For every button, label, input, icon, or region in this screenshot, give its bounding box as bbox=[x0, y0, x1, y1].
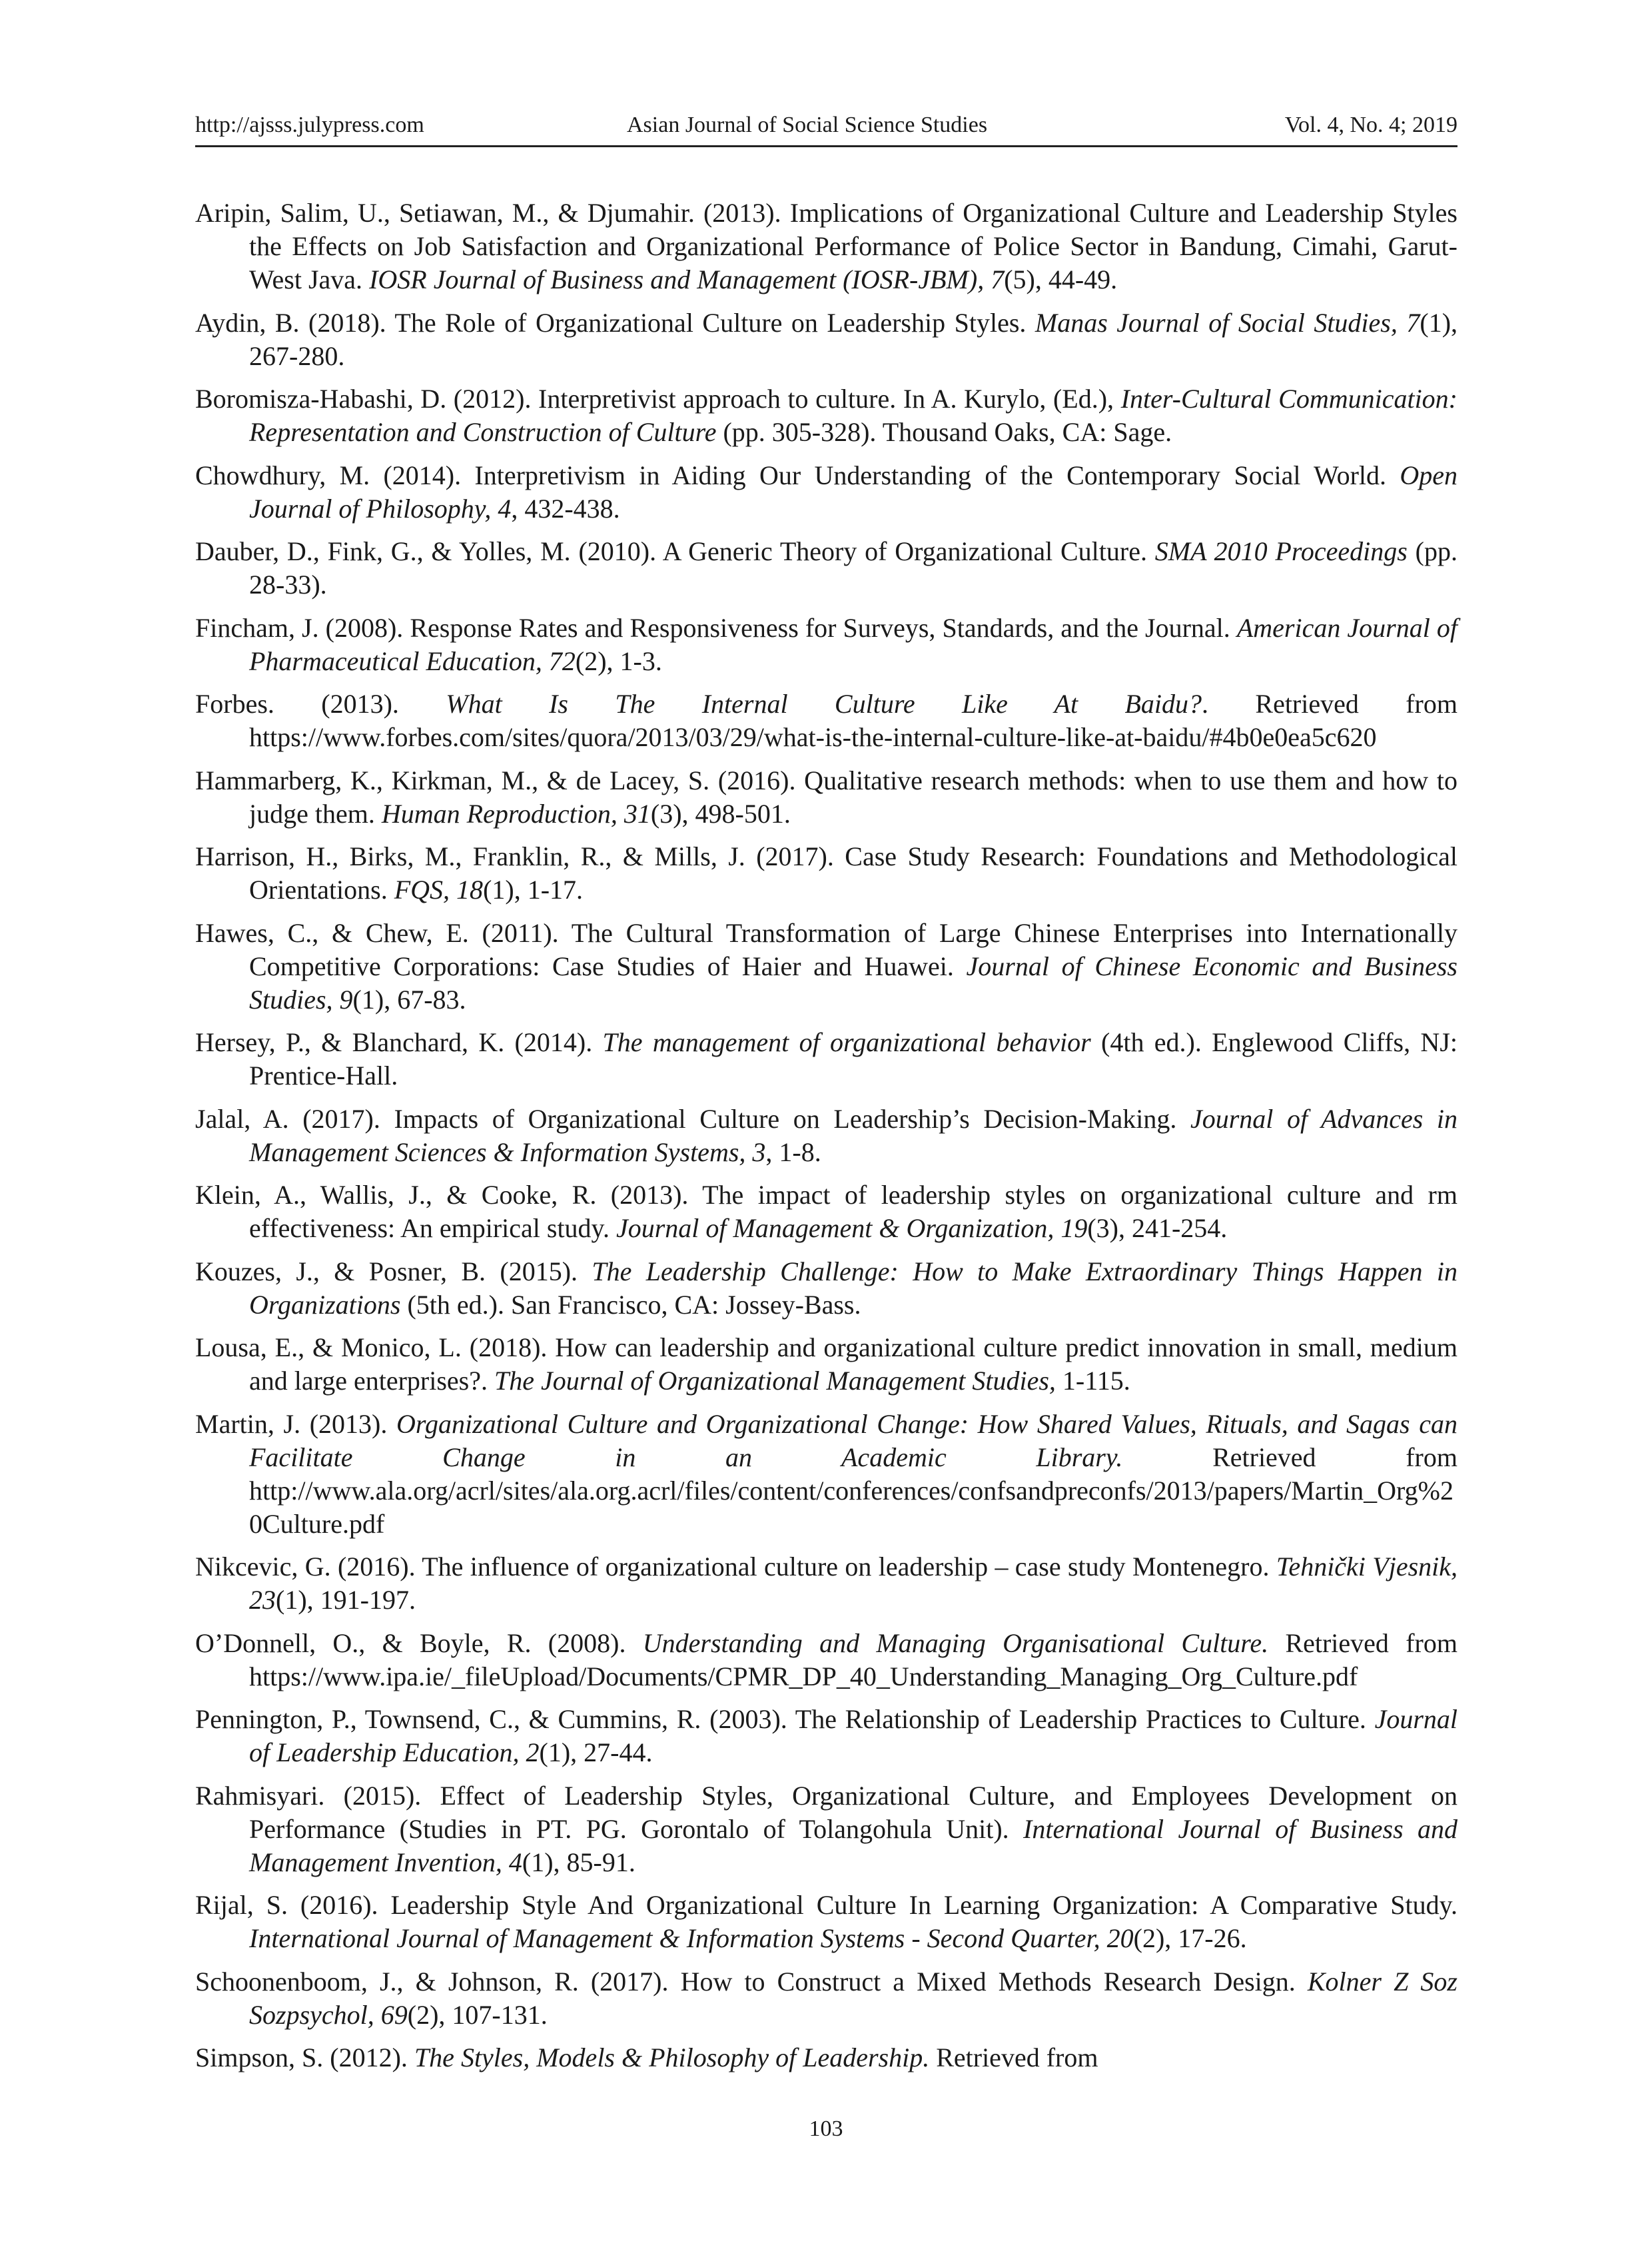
reference-source-italic: Journal of Advances in Management Sciences & Information Systems, 3 bbox=[249, 1103, 1458, 1167]
reference-source-italic: International Journal of Business and Management Invention, 4 bbox=[249, 1813, 1458, 1877]
reference-text: (1), 85-91. bbox=[522, 1847, 635, 1877]
reference-entry bbox=[195, 687, 1457, 754]
reference-entry bbox=[195, 1026, 1457, 1093]
reference-text: Retrieved from http://www.ala.org/acrl/sites/ala.org.acrl/files/content/conferences/confsandpreconfs/2013/papers/Martin_Org%20Culture.pdf bbox=[249, 1442, 1457, 1539]
reference-text: Chowdhury, M. (2014). Interpretivism in Aiding Our Understanding of the Contemporary Social World. bbox=[195, 460, 1400, 490]
reference-entry bbox=[195, 1331, 1457, 1398]
reference-text: Pennington, P., Townsend, C., & Cummins, R. (2003). The Relationship of Leadership Practices to Culture. bbox=[195, 1704, 1375, 1734]
reference-entry bbox=[195, 1408, 1457, 1541]
reference-entry bbox=[195, 1178, 1457, 1245]
reference-entry bbox=[195, 612, 1457, 678]
reference-text: O’Donnell, O., & Boyle, R. (2008). bbox=[195, 1627, 643, 1658]
reference-source-italic: Kolner Z Soz Sozpsychol, 69 bbox=[249, 1966, 1457, 2030]
reference-text: Hawes, C., & Chew, E. (2011). The Cultural Transformation of Large Chinese Enterprises into Internationally Competitive Corporations: Case Studies of Haier and Huawei. bbox=[195, 917, 1457, 981]
reference-source-italic: Journal of Chinese Economic and Business Studies, 9 bbox=[249, 951, 1458, 1015]
reference-entry bbox=[195, 197, 1457, 296]
header-url: http://ajsss.julypress.com bbox=[195, 113, 424, 137]
reference-source-italic: The Journal of Organizational Management Studies, bbox=[494, 1366, 1056, 1396]
reference-source-italic: SMA 2010 Proceedings bbox=[1154, 536, 1408, 566]
reference-entry bbox=[195, 1779, 1457, 1879]
reference-source-italic: The management of organizational behavior bbox=[602, 1027, 1091, 1057]
reference-text: , 432-438. bbox=[511, 493, 620, 524]
reference-source-italic: International Journal of Management & Information Systems - Second Quarter, 20 bbox=[249, 1923, 1134, 1953]
reference-text: Forbes. (2013). bbox=[195, 689, 446, 719]
page-number: 103 bbox=[809, 2116, 843, 2141]
reference-text: (1), 67-83. bbox=[352, 984, 466, 1015]
reference-entry bbox=[195, 459, 1457, 526]
reference-source-italic: Journal of Management & Organization, 19 bbox=[616, 1213, 1088, 1243]
reference-text: (1), 27-44. bbox=[539, 1737, 653, 1767]
reference-text: Harrison, H., Birks, M., Franklin, R., & Mills, J. (2017). Case Study Research: Foundations and Methodological Orientations. bbox=[195, 841, 1457, 905]
reference-source-italic: Manas Journal of Social Studies, 7 bbox=[1034, 307, 1420, 338]
reference-source-italic: Journal of Leadership Education, 2 bbox=[249, 1704, 1457, 1767]
reference-text: (pp. 28-33). bbox=[249, 536, 1457, 600]
reference-entry bbox=[195, 1965, 1457, 2032]
reference-text: Jalal, A. (2017). Impacts of Organizational Culture on Leadership’s Decision-Making. bbox=[195, 1103, 1190, 1134]
reference-entry bbox=[195, 840, 1457, 907]
reference-text: Klein, A., Wallis, J., & Cooke, R. (2013). The impact of leadership styles on organizational culture and rm effectiveness: An empirical study. bbox=[195, 1180, 1457, 1243]
reference-text: . Retrieved from https://www.forbes.com/sites/quora/2013/03/29/what-is-the-internal-culture-like-at-baidu/#4b0e0ea5c620 bbox=[249, 689, 1457, 752]
reference-source-italic: What Is The Internal Culture Like At Baidu? bbox=[446, 689, 1202, 719]
reference-text: Aripin, Salim, U., Setiawan, M., & Djumahir. (2013). Implications of Organizational Culture and Leadership Styles the Effects on Job Satisfaction and Organizational Performance of Police Sector in Bandung, Cimahi, Garut- West Java. bbox=[195, 198, 1457, 294]
reference-entry bbox=[195, 764, 1457, 831]
reference-source-italic: Organizational Culture and Organizational Change: How Shared Values, Rituals, and Sagas can Facilitate Change in an Academic Library. bbox=[249, 1408, 1458, 1472]
reference-entry bbox=[195, 2041, 1457, 2074]
reference-text: Kouzes, J., & Posner, B. (2015). bbox=[195, 1256, 592, 1286]
reference-text: (1), 267-280. bbox=[249, 307, 1458, 371]
reference-text: Boromisza-Habashi, D. (2012). Interpretivist approach to culture. In A. Kurylo, (Ed.), bbox=[195, 384, 1121, 414]
reference-source-italic: The Leadership Challenge: How to Make Extraordinary Things Happen in Organizations bbox=[249, 1256, 1457, 1320]
reference-entry bbox=[195, 1889, 1457, 1955]
reference-text: Retrieved from bbox=[929, 2042, 1098, 2072]
reference-entry bbox=[195, 1255, 1457, 1322]
reference-source-italic: Understanding and Managing Organisational Culture. bbox=[642, 1627, 1269, 1658]
reference-text: (2), 17-26. bbox=[1133, 1923, 1247, 1953]
reference-text: (1), 1-17. bbox=[483, 875, 584, 905]
reference-entry bbox=[195, 535, 1457, 602]
reference-text: Schoonenboom, J., & Johnson, R. (2017). How to Construct a Mixed Methods Research Design. bbox=[195, 1966, 1308, 1997]
reference-source-italic: The Styles, Models & Philosophy of Leadership. bbox=[414, 2042, 930, 2072]
reference-text: Martin, J. (2013). bbox=[195, 1408, 396, 1439]
reference-text: (3), 241-254. bbox=[1087, 1213, 1228, 1243]
reference-source-italic: Tehnički Vjesnik, 23 bbox=[249, 1552, 1458, 1615]
reference-entry bbox=[195, 1703, 1457, 1769]
reference-source-italic: FQS, 18 bbox=[394, 875, 484, 905]
reference-text: 1-115. bbox=[1055, 1366, 1130, 1396]
reference-text: (3), 498-501. bbox=[650, 798, 791, 829]
reference-entry bbox=[195, 306, 1457, 373]
reference-entry bbox=[195, 1103, 1457, 1169]
reference-list bbox=[195, 197, 1457, 2084]
reference-source-italic: IOSR Journal of Business and Management (IOSR-JBM), 7 bbox=[369, 264, 1005, 294]
reference-entry bbox=[195, 917, 1457, 1017]
reference-source-italic: Inter-Cultural Communication: Representation and Construction of Culture bbox=[249, 384, 1458, 447]
reference-text: Simpson, S. (2012). bbox=[195, 2042, 414, 2072]
header-volume-issue: Vol. 4, No. 4; 2019 bbox=[1284, 113, 1457, 137]
reference-entry bbox=[195, 1627, 1457, 1693]
reference-text: Rahmisyari. (2015). Effect of Leadership Styles, Organizational Culture, and Employees Development on Performance (Studies in PT. PG. Gorontalo of Tolangohula Unit). bbox=[195, 1780, 1457, 1844]
reference-text: (4th ed.). Englewood Cliffs, NJ: Prentice-Hall. bbox=[249, 1027, 1458, 1091]
reference-source-italic: Human Reproduction, 31 bbox=[381, 798, 651, 829]
reference-text: Dauber, D., Fink, G., & Yolles, M. (2010). A Generic Theory of Organizational Culture. bbox=[195, 536, 1155, 566]
reference-text: Hersey, P., & Blanchard, K. (2014). bbox=[195, 1027, 603, 1057]
header-journal-title: Asian Journal of Social Science Studies bbox=[627, 113, 988, 137]
reference-text: Retrieved from https://www.ipa.ie/_fileUpload/Documents/CPMR_DP_40_Understanding_Managing_Org_Culture.pdf bbox=[249, 1627, 1457, 1691]
reference-text: Rijal, S. (2016). Leadership Style And Organizational Culture In Learning Organization: A Comparative Study. bbox=[195, 1890, 1457, 1920]
reference-text: , 1-8. bbox=[765, 1136, 821, 1167]
reference-text: (5th ed.). San Francisco, CA: Jossey-Bass. bbox=[400, 1289, 861, 1320]
reference-text: (pp. 305-328). Thousand Oaks, CA: Sage. bbox=[716, 417, 1172, 447]
running-header bbox=[195, 105, 1457, 147]
reference-text: (2), 1-3. bbox=[575, 646, 662, 676]
reference-text: Fincham, J. (2008). Response Rates and Responsiveness for Surveys, Standards, and the Journal. bbox=[195, 612, 1237, 643]
reference-text: Lousa, E., & Monico, L. (2018). How can leadership and organizational culture predict innovation in small, medium and large enterprises?. bbox=[195, 1332, 1457, 1396]
reference-source-italic: American Journal of Pharmaceutical Education, 72 bbox=[249, 612, 1457, 676]
reference-text: (2), 107-131. bbox=[407, 1999, 548, 2030]
reference-entry bbox=[195, 1550, 1457, 1617]
reference-text: Aydin, B. (2018). The Role of Organizational Culture on Leadership Styles. bbox=[195, 307, 1035, 338]
reference-source-italic: Open Journal of Philosophy, 4 bbox=[249, 460, 1457, 524]
reference-text: Nikcevic, G. (2016). The influence of organizational culture on leadership – case study Montenegro. bbox=[195, 1552, 1276, 1581]
reference-entry bbox=[195, 382, 1457, 449]
reference-text: (1), 191-197. bbox=[276, 1585, 416, 1615]
reference-text: Hammarberg, K., Kirkman, M., & de Lacey, S. (2016). Qualitative research methods: when to use them and how to judge them. bbox=[195, 765, 1457, 829]
reference-text: (5), 44-49. bbox=[1004, 264, 1118, 294]
